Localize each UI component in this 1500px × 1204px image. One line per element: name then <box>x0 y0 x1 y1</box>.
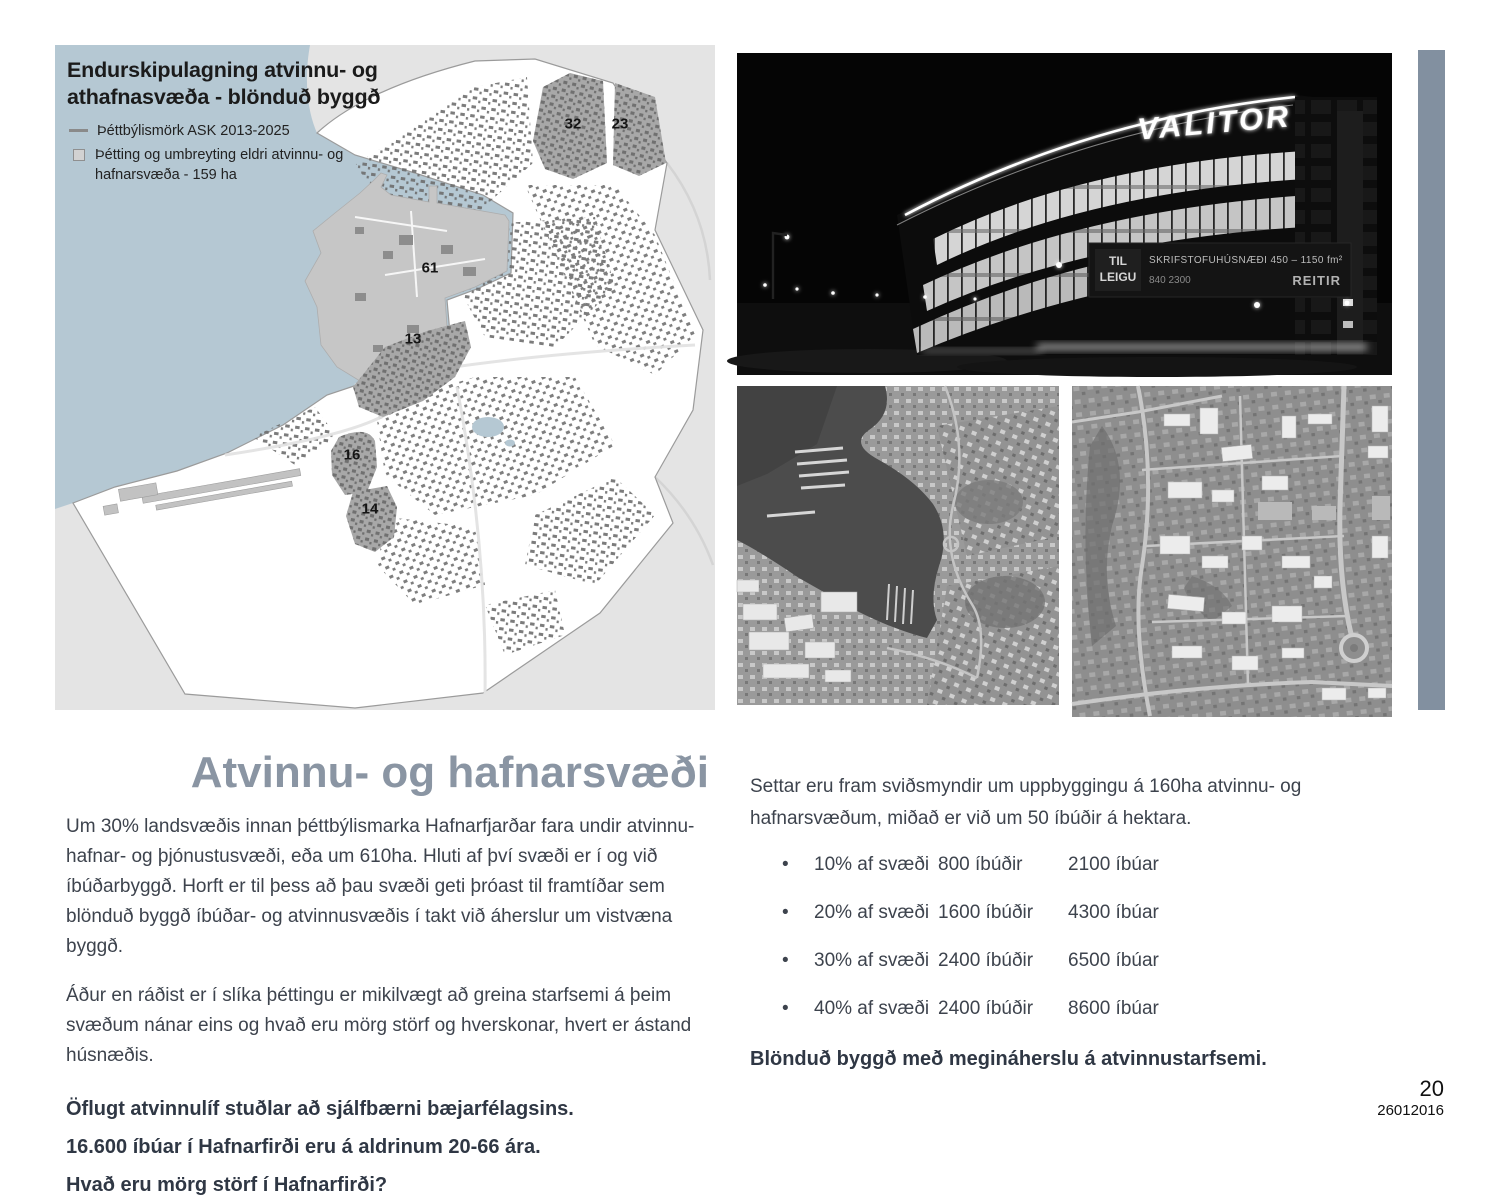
banner-offer-text: SKRIFSTOFUHÚSNÆÐI 450 – 1150 fm² <box>1149 255 1343 266</box>
valitor-sign: VALITOR <box>1135 98 1293 147</box>
valitor-building-graphic <box>737 53 1392 375</box>
map-zone-label: 13 <box>404 330 422 348</box>
map-title-line-2: athafnasvæða - blönduð byggð <box>67 85 381 109</box>
page-date: 26012016 <box>1377 1102 1444 1119</box>
scenario-row <box>750 950 1398 998</box>
aerial-photo-harbour <box>737 386 1059 705</box>
scenario-share: 30% af svæði <box>814 950 930 971</box>
map-title <box>67 57 447 111</box>
scenario-units: 2400 íbúðir <box>938 950 1034 971</box>
analysis-paragraph: Áður en ráðist er í slíka þéttingu er mikilvægt að greina starfsemi á þeim svæðum nánar eins og hvað eru mörg störf og hverskonar, hvert er ástand húsnæðis. <box>66 985 692 1066</box>
map-zone-label: 23 <box>611 115 629 133</box>
scenario-residents: 6500 íbúar <box>1068 950 1159 971</box>
bullet-icon: • <box>782 998 789 1019</box>
scenario-units: 2400 íbúðir <box>938 998 1034 1019</box>
scenario-residents: 4300 íbúar <box>1068 902 1159 923</box>
scenario-units: 800 íbúðir <box>938 854 1023 875</box>
key-statement-1: Öflugt atvinnulíf stuðlar að sjálfbærni bæjarfélagsins. <box>66 1098 574 1120</box>
key-statement-3: Hvað eru mörg störf í Hafnarfirði? <box>66 1174 388 1196</box>
left-text-column <box>66 748 711 1204</box>
scenario-share: 20% af svæði <box>814 902 930 923</box>
aerial-harbour-graphic <box>737 386 1059 705</box>
legend-item-boundary <box>69 121 399 141</box>
banner-til: TIL <box>1109 254 1127 268</box>
planning-map-panel <box>55 45 715 710</box>
accent-side-bar <box>1418 50 1445 710</box>
aerial-industrial-graphic <box>1072 386 1392 717</box>
key-statements <box>66 1090 711 1204</box>
scenario-units: 1600 íbúðir <box>938 902 1034 923</box>
page-number: 20 <box>1419 1076 1444 1101</box>
valitor-building-photo <box>737 53 1392 375</box>
scenario-row <box>750 998 1398 1046</box>
boundary-line-icon <box>69 129 88 132</box>
scenario-intro-paragraph: Settar eru fram sviðsmyndir um uppbyggingu á 160ha atvinnu- og hafnarsvæðum, miðað er við um 50 íbúðir á hektara. <box>750 776 1302 829</box>
map-zone-label: 14 <box>361 500 379 518</box>
legend-area-line-1: Þétting og umbreyting eldri atvinnu- og <box>95 147 344 163</box>
bullet-icon: • <box>782 854 789 875</box>
legend-area-label <box>95 145 343 185</box>
scenario-residents: 2100 íbúar <box>1068 854 1159 875</box>
scenario-residents: 8600 íbúar <box>1068 998 1159 1019</box>
key-statement-2: 16.600 íbúar í Hafnarfirði eru á aldrinum 20-66 ára. <box>66 1136 541 1158</box>
conclusion-statement: Blönduð byggð með megináherslu á atvinnustarfsemi. <box>750 1048 1267 1070</box>
scenario-row <box>750 854 1398 902</box>
scenario-row <box>750 902 1398 950</box>
legend-item-area <box>69 145 399 185</box>
bullet-icon: • <box>782 902 789 923</box>
legend-boundary-label: Þéttbýlismörk ASK 2013-2025 <box>97 123 290 139</box>
map-title-line-1: Endurskipulagning atvinnu- og <box>67 58 378 82</box>
scenario-share: 10% af svæði <box>814 854 930 875</box>
map-zone-label: 32 <box>564 115 582 133</box>
banner-brand: REITIR <box>1292 273 1341 288</box>
section-heading: Atvinnu- og hafnarsvæði <box>190 748 709 797</box>
aerial-photo-industrial <box>1072 386 1392 717</box>
banner-leigu: LEIGU <box>1099 270 1137 284</box>
scenario-share: 40% af svæði <box>814 998 930 1019</box>
map-zone-label: 16 <box>343 446 361 464</box>
map-zone-label: 61 <box>421 259 439 277</box>
bullet-icon: • <box>782 950 789 971</box>
legend-area-line-2: hafnarsvæða - 159 ha <box>95 167 237 183</box>
banner-phone: 840 2300 <box>1149 275 1191 286</box>
right-text-column <box>750 752 1398 1091</box>
intro-paragraph: Um 30% landsvæðis innan þéttbýlismarka Hafnarfjarðar fara undir atvinnu- hafnar- og þjónustusvæði, eða um 610ha. Hluti af því svæði er í og við íbúðarbyggð. Horft er til þess að þau svæði geti þróast til framtíðar sem blönduð byggð íbúðar- og atvinnusvæðis í takt við áherslur um vistvæna byggð. <box>66 816 695 957</box>
map-legend <box>69 121 399 189</box>
area-square-icon <box>73 149 85 161</box>
scenario-list <box>750 854 1398 1046</box>
rental-banner <box>1089 243 1351 297</box>
